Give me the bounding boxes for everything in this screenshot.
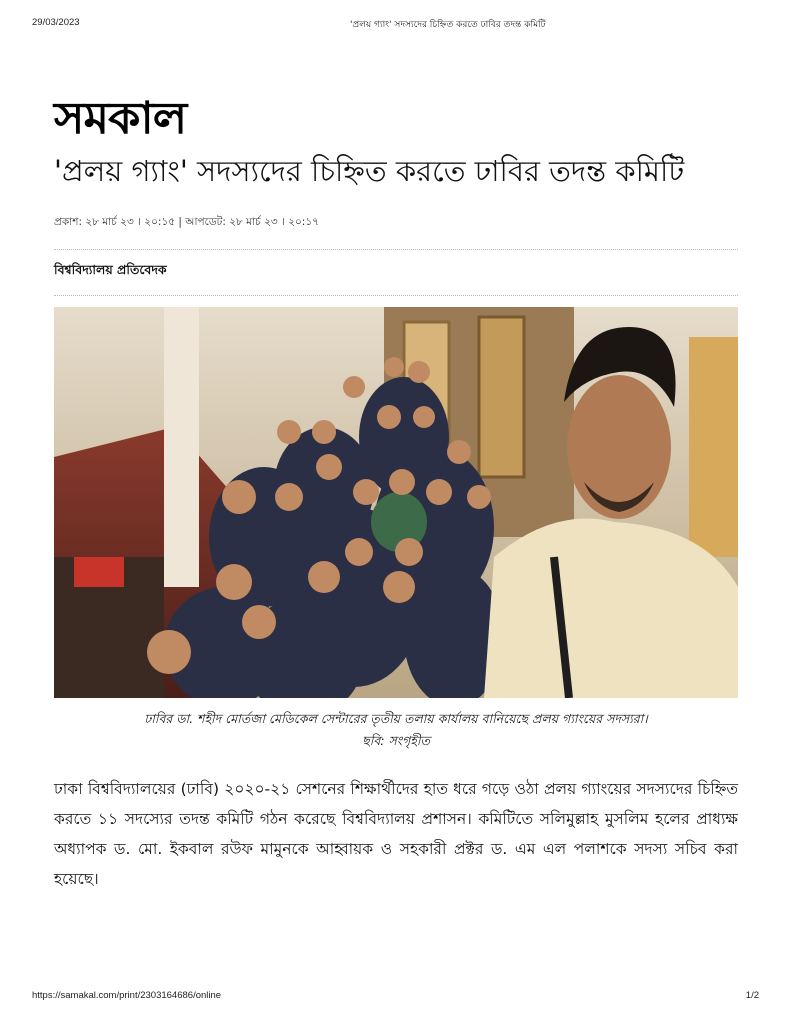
article-body: ঢাকা বিশ্ববিদ্যালয়ের (ঢাবি) ২০২০-২১ সেশনের শিক্ষার্থীদের হাত ধরে গড়ে ওঠা প্রলয় গ্যাংয়ের সদস্যদের চিহ্নিত করতে ১১ সদস্যের তদন্ত কমিটি গঠন করেছে বিশ্ববিদ্যালয় প্রশাসন। কমিটিতে সলিমুল্লাহ মুসলিম হলের প্রাধ্যক্ষ অধ্যাপক ড. মো. ইকবাল রউফ মামুনকে আহ্বায়ক ও সহকারী প্রক্টর ড. এম এল পলাশকে সদস্য সচিব করা হয়েছে। (54, 780, 738, 888)
photo-credit: ছবি: সংগৃহীত (362, 733, 430, 748)
article-photo (54, 307, 738, 698)
divider (54, 295, 738, 296)
print-date: 29/03/2023 (32, 17, 80, 28)
article (54, 95, 738, 910)
print-header (32, 17, 759, 31)
samakal-logo[interactable]: সমকাল (54, 93, 187, 144)
print-url[interactable]: https://samakal.com/print/2303164686/online (32, 990, 222, 1001)
caption-text: ঢাবির ডা. শহীদ মোর্তজা মেডিকেল সেন্টারের তৃতীয় তলায় কার্যালয় বানিয়েছে প্রলয় গ্যাংয়ের সদস্যরা। (144, 711, 648, 726)
article-headline: 'প্রলয় গ্যাং' সদস্যদের চিহ্নিত করতে ঢাবির তদন্ত কমিটি (54, 154, 685, 188)
byline[interactable]: বিশ্ববিদ্যালয় প্রতিবেদক (54, 262, 167, 277)
divider (54, 249, 738, 250)
group-selfie-image (54, 307, 738, 698)
print-page-number: 1/2 (745, 990, 759, 1001)
publish-meta: প্রকাশ: ২৮ মার্চ ২৩ । ২০:১৫ | আপডেট: ২৮ মার্চ ২৩ । ২০:১৭ (54, 216, 319, 228)
print-footer (32, 990, 759, 1004)
print-page-title: 'প্রলয় গ্যাং' সদস্যদের চিহ্নিত করতে ঢাবির তদন্ত কমিটি (350, 20, 546, 30)
photo-caption (54, 708, 738, 752)
